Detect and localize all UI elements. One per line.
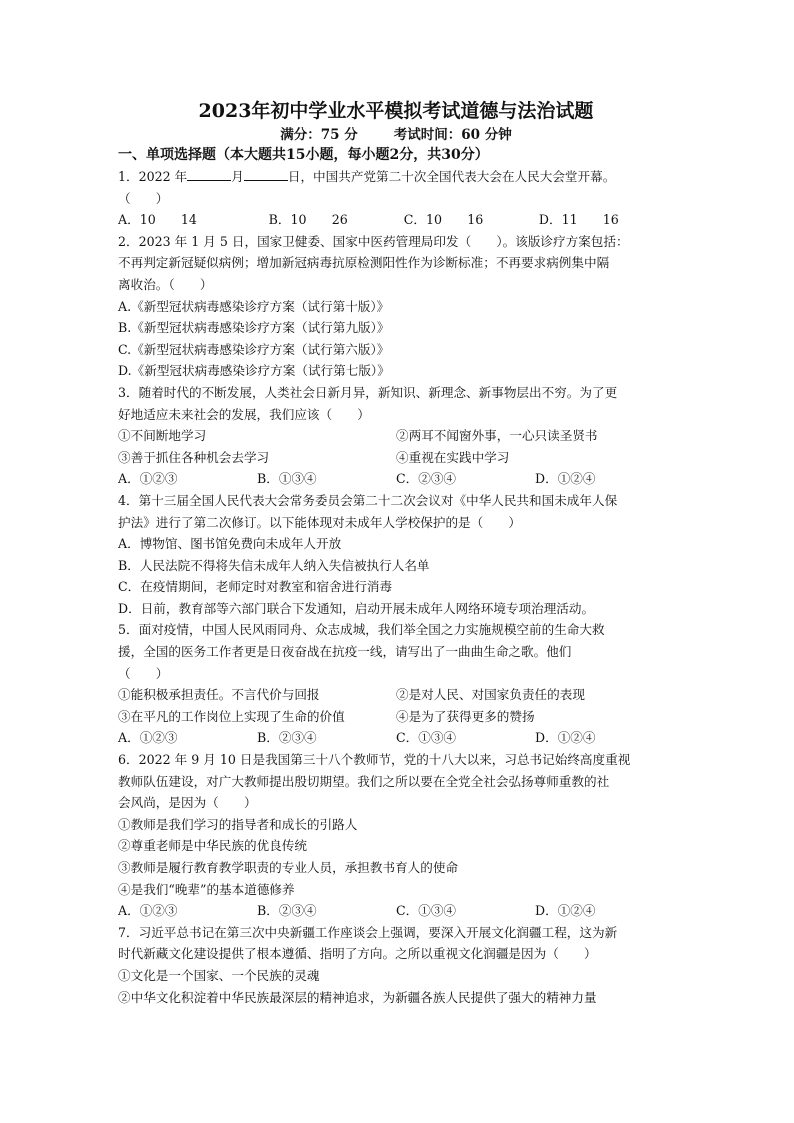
full-score: 满分：75 分 (280, 127, 358, 143)
question-1: 1．2022 年 月 日，中国共产党第二十次全国代表大会在人民大会堂开幕。 (118, 169, 616, 184)
section-heading: 一、单项选择题（本大题共15小题，每小题2分，共30分） (118, 147, 489, 163)
statement-item: ④是为了获得更多的赞扬 (396, 708, 535, 724)
question-6-options (118, 900, 674, 922)
statement-item: ④是我们“晚辈”的基本道德修养 (118, 881, 295, 897)
option-d: D．①②④ (535, 471, 596, 487)
exam-page (118, 98, 674, 1008)
statement-item: ①教师是我们学习的指导者和成长的引路人 (118, 816, 358, 832)
option-a: A.《新型冠状病毒感染诊疗方案（试行第十版）》 (118, 298, 390, 314)
option-c: C．①③④ (396, 903, 457, 919)
option-d: D．11 16 (538, 212, 619, 228)
question-6-line: 会风尚，是因为（ ） (118, 795, 257, 811)
question-4-line: 护法》进行了第二次修订。以下能体现对未成年人学校保护的是（ ） (118, 514, 521, 530)
question-3-options (118, 468, 674, 490)
question-2-line: 不再判定新冠疑似病例；增加新冠病毒抗原检测阳性作为诊断标准；不再要求病例集中隔 (118, 255, 610, 271)
statement-item: ②两耳不闻窗外事，一心只读圣贤书 (396, 428, 598, 444)
fill-blank (187, 167, 231, 181)
option-d: D．①②④ (535, 903, 596, 919)
option-b: B.《新型冠状病毒感染诊疗方案（试行第九版）》 (118, 320, 390, 336)
statement-item: ②尊重老师是中华民族的优良传统 (118, 838, 307, 854)
question-5-options (118, 727, 674, 749)
statement-item: ②是对人民、对国家负责任的表现 (396, 687, 585, 703)
statement-item: ①不间断地学习 (118, 428, 207, 444)
answer-paren: （ ） (118, 190, 169, 206)
statement-item: ①文化是一个国家、一个民族的灵魂 (118, 967, 320, 983)
question-5-items (118, 706, 674, 728)
option-b: B．①③④ (257, 471, 317, 487)
exam-title: 2023年初中学业水平模拟考试道德与法治试题 (198, 100, 594, 122)
fill-blank (244, 167, 288, 181)
option-a: A．①②③ (118, 903, 178, 919)
option-b: B．②③④ (257, 730, 317, 746)
question-5-line: 援，全国的医务工作者更是日夜奋战在抗疫一线，请写出了一曲曲生命之歌。他们 (118, 644, 572, 660)
question-4-line: 4．第十三届全国人民代表大会常务委员会第二十二次会议对《中华人民共和国未成年人保 (118, 492, 618, 508)
question-2-line: 2．2023 年 1 月 5 日，国家卫健委、国家中医药管理局印发（ ）。该版诊疗方案包括： (118, 233, 629, 249)
question-5-line: （ ） (118, 665, 169, 681)
question-5-line: 5．面对疫情，中国人民风雨同舟、众志成城，我们举全国之力实施规模空前的生命大救 (118, 622, 605, 638)
statement-item: ③教师是履行教育教学职责的专业人员，承担教书育人的使命 (118, 860, 459, 875)
option-a: A．①②③ (118, 730, 178, 746)
exam-time: 考试时间：60 分钟 (393, 127, 512, 143)
question-6-line: 6．2022 年 9 月 10 日是我国第三十八个教师节，党的十八大以来，习总书记始终高度重视 (118, 752, 631, 768)
option-d: D．日前，教育部等六部门联合下发通知，启动开展未成年人网络环境专项治理活动。 (118, 600, 595, 616)
option-c: C.《新型冠状病毒感染诊疗方案（试行第六版）》 (118, 341, 390, 357)
exam-meta (118, 125, 674, 145)
question-3-line: 3．随着时代的不断发展，人类社会日新月异，新知识、新理念、新事物层出不穷。为了更 (118, 384, 618, 400)
question-1-options (118, 209, 674, 231)
statement-item: ④重视在实践中学习 (396, 449, 510, 465)
question-3-line: 好地适应未来社会的发展，我们应该（ ） (118, 406, 370, 422)
question-6-line: 教师队伍建设，对广大教师提出殷切期望。我们之所以要在全党全社会弘扬尊师重教的社 (118, 773, 610, 789)
option-a: A．①②③ (118, 471, 178, 487)
option-c: C．②③④ (396, 471, 457, 487)
question-2-line: 离收治。（ ） (118, 276, 213, 292)
question-7-line: 时代新藏文化建设提供了根本遵循、指明了方向。之所以重视文化润疆是因为（ ） (118, 946, 597, 962)
option-a: A．10 14 (118, 212, 197, 228)
option-a: A．博物馆、图书馆免费向未成年人开放 (118, 536, 342, 552)
option-d: D.《新型冠状病毒感染诊疗方案（试行第七版）》 (118, 363, 390, 379)
question-3-items (118, 447, 674, 469)
question-5-items (118, 684, 674, 706)
option-c: C．①③④ (396, 730, 457, 746)
option-d: D．①②④ (535, 730, 596, 746)
statement-item: ①能积极承担责任。不言代价与回报 (118, 687, 320, 703)
statement-item: ③在平凡的工作岗位上实现了生命的价值 (118, 708, 345, 724)
option-c: C．10 16 (403, 212, 484, 228)
option-b: B．②③④ (257, 903, 317, 919)
option-c: C．在疫情期间，老师定时对教室和宿舍进行消毒 (118, 579, 393, 595)
option-b: B．10 26 (268, 212, 348, 228)
question-7-line: 7．习近平总书记在第三次中央新疆工作座谈会上强调，要深入开展文化润疆工程，这为新 (118, 924, 618, 940)
option-b: B．人民法院不得将失信未成年人纳入失信被执行人名单 (118, 557, 430, 573)
statement-item: ③善于抓住各种机会去学习 (118, 449, 270, 465)
statement-item: ②中华文化积淀着中华民族最深层的精神追求，为新疆各族人民提供了强大的精神力量 (118, 989, 597, 1005)
question-3-items (118, 425, 674, 447)
